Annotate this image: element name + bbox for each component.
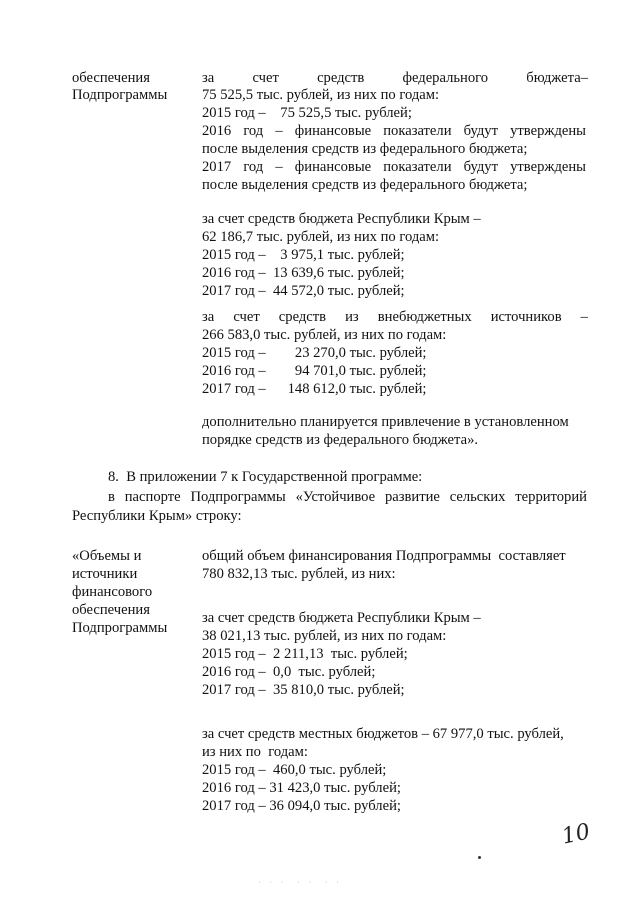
additional-line-1: дополнительно планируется привлечение в установленном — [202, 414, 569, 430]
label-line: «Объемы и — [72, 548, 142, 564]
crimea2-line-4: 2016 год – 0,0 тыс. рублей; — [202, 664, 376, 680]
word: счет — [233, 309, 260, 325]
label-line: обеспечения — [72, 602, 150, 618]
crimea-line-4: 2016 год – 13 639,6 тыс. рублей; — [202, 265, 405, 281]
word: средств — [317, 70, 365, 86]
word: федерального — [402, 70, 489, 86]
word: будут — [463, 159, 498, 175]
extra-line-5: 2017 год – 148 612,0 тыс. рублей; — [202, 381, 427, 397]
federal-line-4 — [202, 123, 586, 140]
total-line-2: 780 832,13 тыс. рублей, из них: — [202, 566, 396, 582]
word: территорий — [515, 489, 587, 505]
ink-dot — [478, 856, 481, 859]
extra-line-3: 2015 год – 23 270,0 тыс. рублей; — [202, 345, 427, 361]
word: показатели — [383, 159, 452, 175]
word: развитие — [384, 489, 440, 505]
word: средств — [278, 309, 327, 325]
word: финансовые — [294, 123, 372, 139]
crimea-line-5: 2017 год – 44 572,0 тыс. рублей; — [202, 283, 405, 299]
word: утверждены — [510, 123, 586, 139]
word: внебюджетных — [377, 309, 472, 325]
word: – — [275, 159, 283, 175]
extra-line-4: 2016 год – 94 701,0 тыс. рублей; — [202, 363, 427, 379]
word: паспорте — [124, 489, 181, 505]
word: – — [580, 309, 588, 325]
total-line-1: общий объем финансирования Подпрограммы составляет — [202, 548, 566, 564]
word: показатели — [383, 123, 452, 139]
label-line: финансового — [72, 584, 153, 600]
word: бюджета– — [526, 70, 588, 86]
word: за — [202, 309, 215, 325]
word: сельских — [449, 489, 506, 505]
crimea-line-3: 2015 год – 3 975,1 тыс. рублей; — [202, 247, 405, 263]
word: год — [243, 159, 264, 175]
local-line-3: 2015 год – 460,0 тыс. рублей; — [202, 762, 387, 778]
word: Подпрограммы — [190, 489, 286, 505]
faint-stamp-text: · · · · · · · — [258, 877, 342, 887]
word: год — [243, 123, 264, 139]
word: финансовые — [294, 159, 372, 175]
crimea2-line-5: 2017 год – 35 810,0 тыс. рублей; — [202, 682, 405, 698]
label-line: источники — [72, 566, 138, 582]
word: источников — [490, 309, 562, 325]
section8-line-2 — [108, 489, 587, 506]
crimea-line-1: за счет средств бюджета Республики Крым – — [202, 211, 481, 227]
local-line-4: 2016 год – 31 423,0 тыс. рублей; — [202, 780, 401, 796]
word: 2017 — [202, 159, 232, 175]
local-line-2: из них по годам: — [202, 744, 308, 760]
page-number: 10 — [559, 819, 593, 850]
word: счет — [252, 70, 279, 86]
federal-line-7: после выделения средств из федерального бюджета; — [202, 177, 528, 193]
extra-line-1 — [202, 309, 588, 326]
label-line: Подпрограммы — [72, 620, 168, 636]
section8-heading: 8. В приложении 7 к Государственной программе: — [108, 469, 423, 485]
word: «Устойчивое — [295, 489, 376, 505]
word: будут — [463, 123, 498, 139]
federal-line-6 — [202, 159, 586, 176]
section8-line-3: Республики Крым» строку: — [72, 508, 242, 524]
crimea2-line-3: 2015 год – 2 211,13 тыс. рублей; — [202, 646, 408, 662]
local-line-5: 2017 год – 36 094,0 тыс. рублей; — [202, 798, 401, 814]
local-line-1: за счет средств местных бюджетов – 67 977,0 тыс. рублей, — [202, 726, 564, 742]
word: 2016 — [202, 123, 232, 139]
crimea2-line-2: 38 021,13 тыс. рублей, из них по годам: — [202, 628, 447, 644]
federal-line-2: 75 525,5 тыс. рублей, из них по годам: — [202, 87, 440, 103]
word: в — [108, 489, 115, 505]
extra-line-2: 266 583,0 тыс. рублей, из них по годам: — [202, 327, 447, 343]
word: из — [345, 309, 359, 325]
word: за — [202, 70, 215, 86]
federal-line-3: 2015 год – 75 525,5 тыс. рублей; — [202, 105, 412, 121]
word: утверждены — [510, 159, 586, 175]
federal-line-1 — [202, 70, 588, 87]
crimea2-line-1: за счет средств бюджета Республики Крым – — [202, 610, 481, 626]
federal-line-5: после выделения средств из федерального бюджета; — [202, 141, 528, 157]
label-line: Подпрограммы — [72, 87, 168, 103]
label-line: обеспечения — [72, 70, 150, 86]
word: – — [275, 123, 283, 139]
additional-line-2: порядке средств из федерального бюджета». — [202, 432, 479, 448]
crimea-line-2: 62 186,7 тыс. рублей, из них по годам: — [202, 229, 440, 245]
